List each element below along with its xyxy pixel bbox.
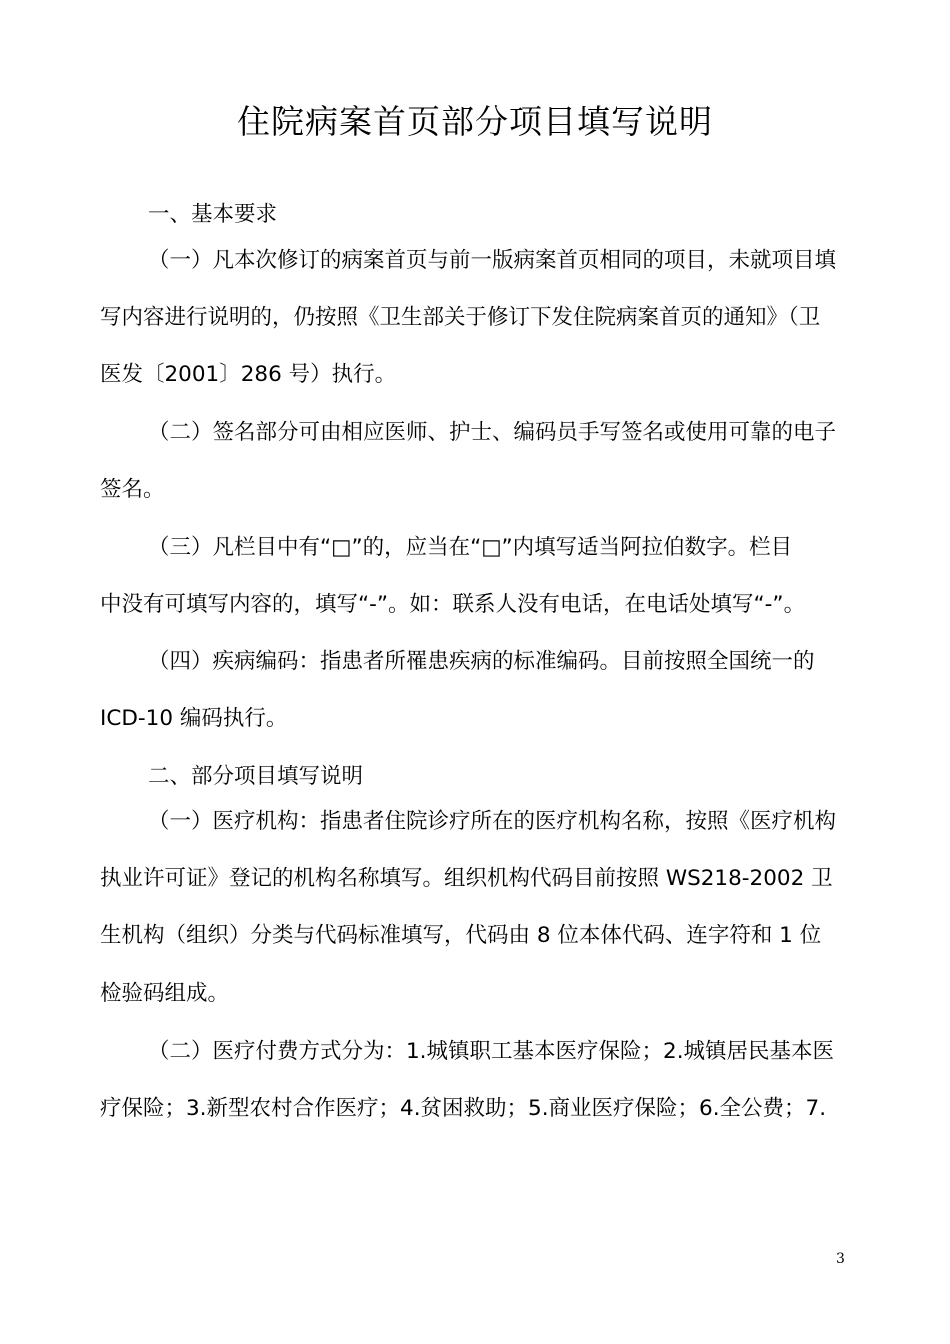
document-title: 住院病案首页部分项目填写说明 bbox=[237, 102, 713, 141]
section-heading-item-instructions: 二、部分项目填写说明 bbox=[148, 764, 364, 789]
paragraph-line: 执业许可证》登记的机构名称填写。组织机构代码目前按照 WS218-2002 卫 bbox=[100, 866, 833, 891]
paragraph-line: 检验码组成。 bbox=[100, 981, 230, 1006]
paragraph-line: ICD-10 编码执行。 bbox=[100, 706, 288, 731]
paragraph-line: （三）凡栏目中有“□”的，应当在“□”内填写适当阿拉伯数字。栏目 bbox=[148, 535, 793, 560]
paragraph-line: （一）凡本次修订的病案首页与前一版病案首页相同的项目，未就项目填 bbox=[148, 248, 837, 273]
paragraph-line: 中没有可填写内容的，填写“-”。如：联系人没有电话，在电话处填写“-”。 bbox=[100, 592, 806, 617]
paragraph-line: 写内容进行说明的，仍按照《卫生部关于修订下发住院病案首页的通知》（卫 bbox=[100, 305, 821, 330]
section-heading-basic-requirements: 一、基本要求 bbox=[148, 202, 278, 227]
paragraph-line: （一）医疗机构：指患者住院诊疗所在的医疗机构名称，按照《医疗机构 bbox=[148, 809, 837, 834]
paragraph-line: 签名。 bbox=[100, 477, 165, 502]
paragraph-line: （四）疾病编码：指患者所罹患疾病的标准编码。目前按照全国统一的 bbox=[148, 649, 815, 674]
paragraph-line: 医发〔2001〕286 号）执行。 bbox=[100, 362, 397, 387]
paragraph-line: 疗保险；3.新型农村合作医疗；4.贫困救助；5.商业医疗保险；6.全公费；7. bbox=[100, 1096, 827, 1121]
page-number: 3 bbox=[836, 1251, 845, 1267]
paragraph-line: （二）签名部分可由相应医师、护士、编码员手写签名或使用可靠的电子 bbox=[148, 420, 837, 445]
paragraph-line: 生机构（组织）分类与代码标准填写，代码由 8 位本体代码、连字符和 1 位 bbox=[100, 923, 822, 948]
paragraph-line: （二）医疗付费方式分为：1.城镇职工基本医疗保险；2.城镇居民基本医 bbox=[148, 1039, 835, 1064]
